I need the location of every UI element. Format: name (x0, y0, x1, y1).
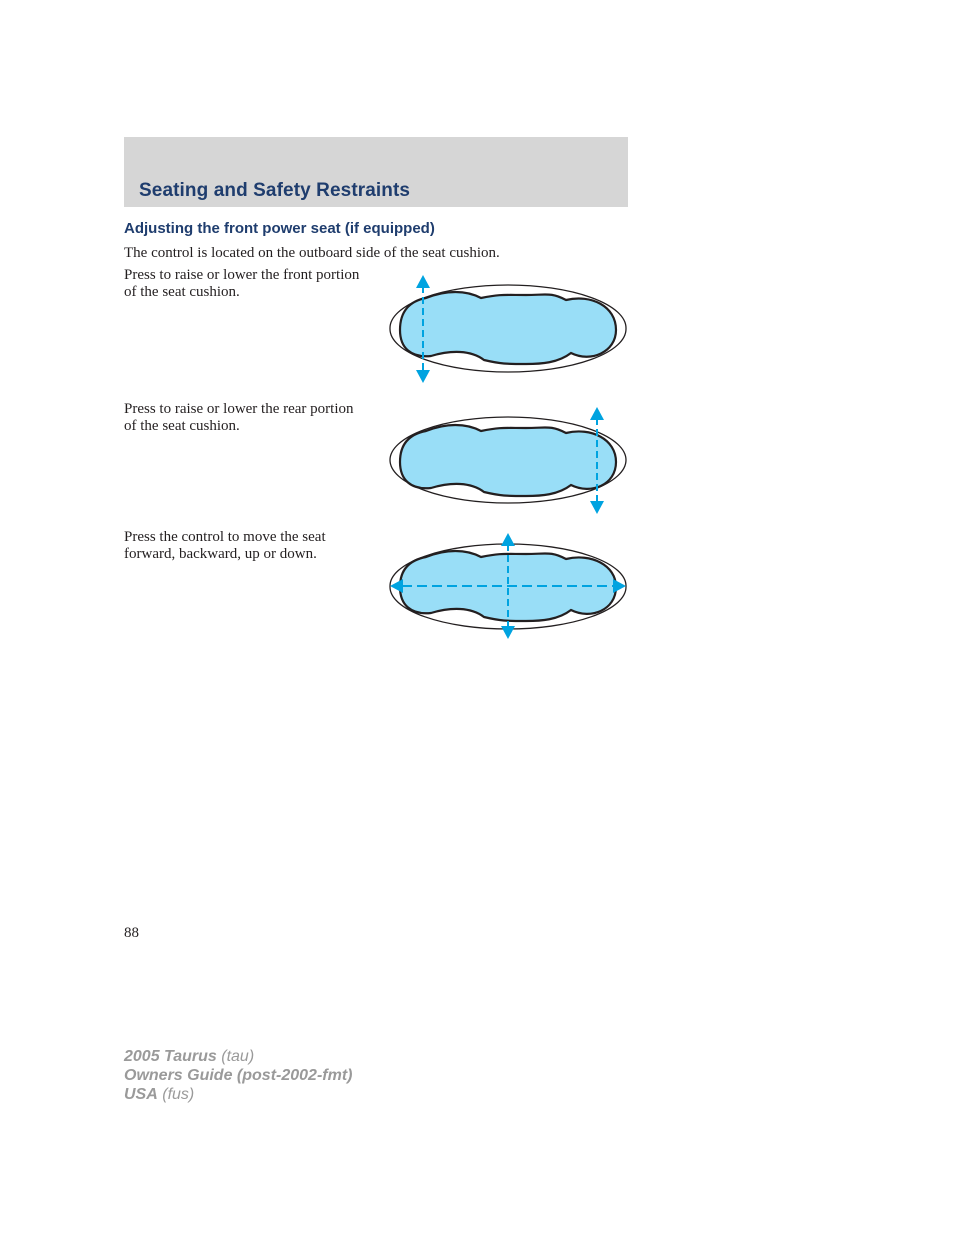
down-arrow-icon (416, 370, 430, 383)
down-arrow-icon (501, 626, 515, 639)
footer-market-line (124, 1085, 352, 1104)
up-arrow-icon (501, 533, 515, 546)
subheading: Adjusting the front power seat (if equipped) (124, 220, 435, 237)
step-front-text: Press to raise or lower the front portion of the seat cushion. (124, 267, 360, 300)
page-number: 88 (124, 925, 139, 941)
front-tilt-diagram (386, 268, 630, 386)
footer-model-line (124, 1047, 352, 1066)
footer-guide-line (124, 1066, 352, 1085)
up-arrow-icon (416, 275, 430, 288)
right-arrow-icon (613, 579, 626, 593)
seat-cushion-shape (400, 292, 616, 364)
footer-market: USA (124, 1086, 158, 1103)
seat-cushion-shape (400, 425, 616, 496)
footer-guide: Owners Guide (post-2002-fmt) (124, 1067, 353, 1084)
footer-model-code: (tau) (221, 1048, 255, 1065)
document-footer (124, 1047, 352, 1104)
down-arrow-icon (590, 501, 604, 514)
up-arrow-icon (590, 407, 604, 420)
full-seat-diagram (386, 530, 630, 642)
rear-tilt-diagram (386, 403, 630, 518)
section-title: Seating and Safety Restraints (139, 180, 411, 201)
footer-model: 2005 Taurus (124, 1048, 217, 1065)
footer-market-code: (fus) (162, 1086, 195, 1103)
step-rear-text: Press to raise or lower the rear portion of the seat cushion. (124, 401, 354, 434)
step-full-text: Press the control to move the seat forward, backward, up or down. (124, 529, 326, 562)
left-arrow-icon (390, 579, 403, 593)
intro-paragraph: The control is located on the outboard side of the seat cushion. (124, 245, 500, 261)
section-header-band (124, 137, 628, 207)
